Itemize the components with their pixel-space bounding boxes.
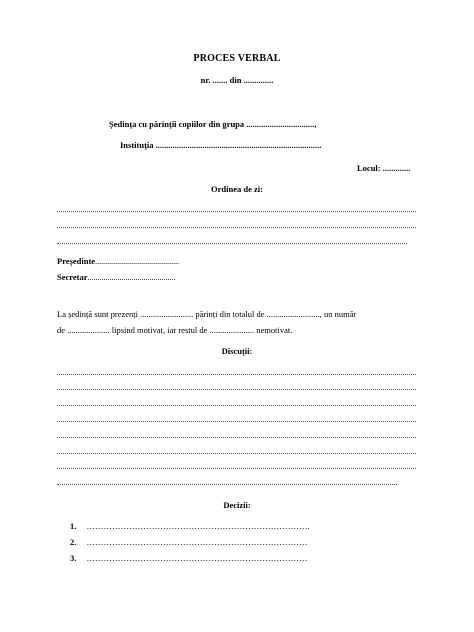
locul-line: Locul: .............: [357, 163, 411, 173]
ordinea-de-zi-heading: Ordinea de zi:: [211, 184, 263, 194]
decision-number: 3.: [70, 553, 77, 563]
decision-number: 2.: [70, 537, 77, 547]
discussion-line: [57, 389, 416, 390]
discussion-line: [57, 437, 416, 438]
decision-item: [70, 521, 310, 531]
decizii-heading: Decizii:: [223, 500, 251, 510]
decision-item: [70, 553, 308, 563]
agenda-line: [57, 211, 416, 212]
presedinte-dots: ..........................................: [95, 257, 180, 266]
institutia-line: Instituția ..............................................................................: [120, 140, 322, 150]
decision-dots: …………………………………………………………………….: [86, 521, 310, 531]
discussion-line: [57, 468, 416, 469]
discussion-line: [57, 405, 416, 406]
decision-number: 1.: [70, 521, 77, 531]
presedinte-label: Președinte: [57, 256, 96, 266]
secretar-row: [57, 272, 176, 282]
decision-item: [70, 537, 308, 547]
discussion-line: [57, 484, 397, 485]
agenda-line: [57, 243, 407, 244]
agenda-line: [57, 227, 416, 228]
presedinte-row: [57, 256, 179, 266]
prezenta-line-2: de .................... lipsind motivat, iar restul de ..................... nemotivat.: [57, 325, 293, 335]
secretar-dots: ............................................: [87, 273, 176, 282]
discutii-heading: Discuții:: [221, 346, 253, 356]
page-title: PROCES VERBAL: [193, 53, 281, 64]
decision-dots: ……………………………………………………………………: [86, 553, 308, 563]
document-number-line: nr. ....... din ..............: [200, 75, 274, 85]
discussion-line: [57, 374, 416, 375]
discussion-line: [57, 421, 416, 422]
decision-dots: ……………………………………………………………………: [86, 537, 308, 547]
secretar-label: Secretar: [57, 272, 88, 282]
discussion-line: [57, 453, 416, 454]
prezenta-line-1: La ședință sunt prezenți ......................... părinți din totalul de ........................., un număr: [57, 309, 357, 319]
sedinta-line: Ședința cu părinții copiilor din grupa ................................,: [109, 119, 317, 129]
